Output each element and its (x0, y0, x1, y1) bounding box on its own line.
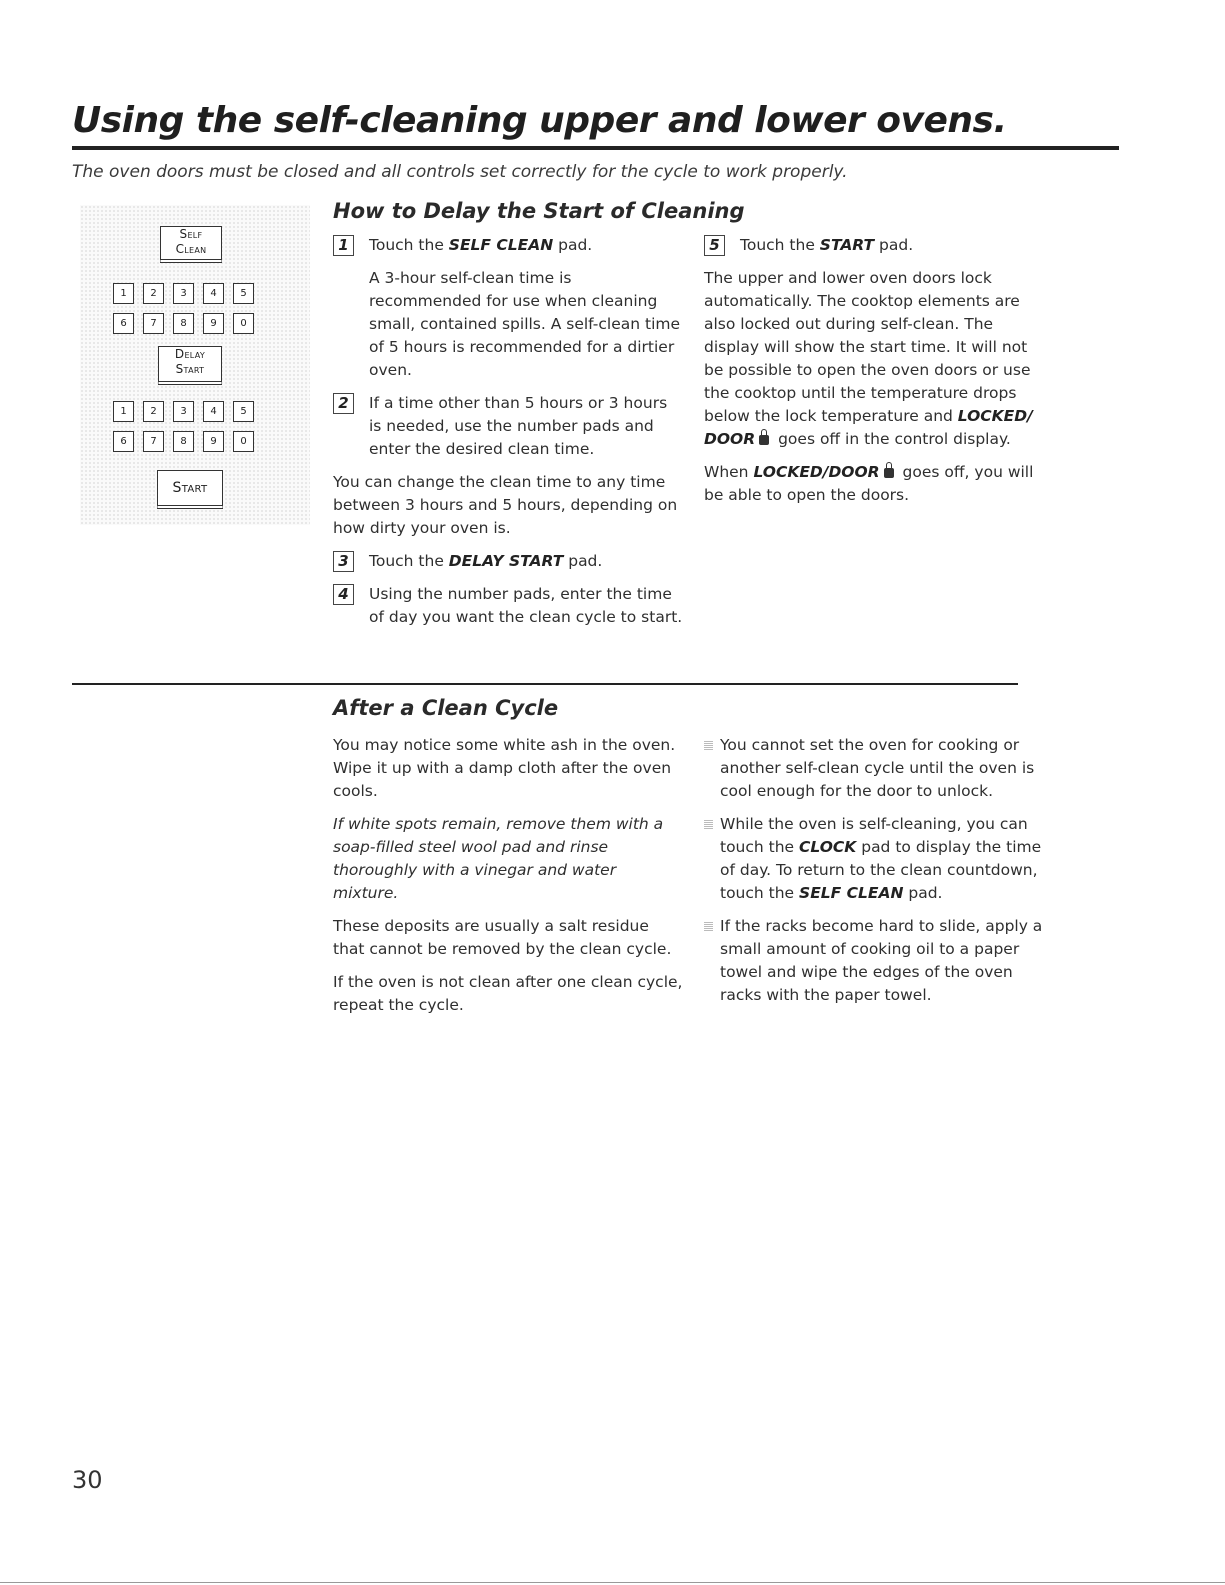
self-clean-key-line1: Self (179, 227, 203, 241)
title-rule (72, 146, 1119, 150)
key-2: 2 (143, 283, 164, 304)
key-2: 2 (143, 401, 164, 422)
keypad-row-upper-b (113, 313, 254, 334)
door-lock-paragraph (704, 267, 1049, 451)
step-4 (333, 583, 683, 629)
delay-column-right (704, 234, 1049, 517)
step-number-3: 3 (333, 551, 354, 572)
after-column-right (704, 734, 1049, 1017)
step-1-text (369, 234, 683, 257)
step-3-post: pad. (563, 552, 603, 570)
start-key-label: Start (172, 480, 208, 496)
step-number-5: 5 (704, 235, 725, 256)
key-9: 9 (203, 313, 224, 334)
delay-start-pad-label: DELAY START (448, 552, 564, 570)
self-clean-key (160, 226, 222, 263)
page-subtitle: The oven doors must be closed and all controls set correctly for the cycle to work properly. (72, 162, 848, 182)
step-3-pre: Touch the (369, 552, 449, 570)
step-1-post: pad. (553, 236, 593, 254)
step-number-4: 4 (333, 584, 354, 605)
after-bullet-2-post: pad. (903, 884, 943, 902)
key-3: 3 (173, 401, 194, 422)
step-1 (333, 234, 683, 257)
door-lock-pre: The upper and lower oven doors lock automatically. The cooktop elements are also locked out during self-clean. The display will show the start time. It will not be possible to open the oven doors or use the cooktop until the temperature drops below the lock temperature and (704, 269, 1031, 425)
step-1-note: A 3-hour self-clean time is recommended for use when cleaning small, contained spills. A self-clean time of 5 hours is recommended for a dirtier oven. (369, 269, 681, 379)
step-3-text (369, 550, 683, 573)
clock-pad-label: CLOCK (799, 838, 857, 856)
key-8: 8 (173, 431, 194, 452)
step-4-text: Using the number pads, enter the time of day you want the clean cycle to start. (369, 585, 683, 626)
doors-open-pre: When (704, 463, 754, 481)
self-clean-pad-label: SELF CLEAN (448, 236, 554, 254)
after-column-left (333, 734, 683, 1027)
delay-start-key (158, 346, 222, 385)
keypad-row-upper-a (113, 283, 254, 304)
step-3 (333, 550, 683, 573)
key-1: 1 (113, 283, 134, 304)
start-key (157, 470, 223, 509)
after-bullet-3-text: If the racks become hard to slide, apply a small amount of cooking oil to a paper towel and wipe the edges of the oven racks with the paper towel. (720, 917, 1043, 1004)
delay-start-key-line1: Delay (174, 347, 206, 361)
after-paragraph-1: You may notice some white ash in the oven. Wipe it up with a damp cloth after the oven cools. (333, 736, 676, 800)
key-7: 7 (143, 313, 164, 334)
key-9: 9 (203, 431, 224, 452)
step-1-pre: Touch the (369, 236, 449, 254)
change-time-note: You can change the clean time to any time between 3 hours and 5 hours, depending on how dirty your oven is. (333, 473, 678, 537)
after-bullet-1 (704, 734, 1049, 803)
keypad-row-lower-b (113, 431, 254, 452)
step-2 (333, 392, 683, 461)
page-number: 30 (72, 1466, 103, 1494)
bullet-icon (704, 820, 713, 829)
page-title: Using the self-cleaning upper and lower ovens. (72, 100, 1007, 141)
key-5: 5 (233, 283, 254, 304)
after-bullet-3 (704, 915, 1049, 1007)
key-6: 6 (113, 313, 134, 334)
delay-column-left (333, 234, 683, 639)
key-6: 6 (113, 431, 134, 452)
section-divider (72, 683, 1018, 685)
delay-start-key-line2: Start (175, 362, 205, 376)
after-paragraph-4: If the oven is not clean after one clean cycle, repeat the cycle. (333, 973, 683, 1014)
delay-heading: How to Delay the Start of Cleaning (333, 199, 745, 223)
self-clean-key-line2: Clean (175, 242, 207, 256)
locked-door-label: LOCKED/ DOOR (704, 407, 1033, 448)
key-1: 1 (113, 401, 134, 422)
door-lock-post: goes off in the control display. (773, 430, 1011, 448)
self-clean-pad-label-2: SELF CLEAN (799, 884, 904, 902)
after-heading: After a Clean Cycle (333, 696, 559, 720)
step-5 (704, 234, 1049, 257)
lock-icon (884, 468, 894, 478)
key-7: 7 (143, 431, 164, 452)
after-bullet-2-mid: pad to display the time of day. To return to the clean countdown, touch the (720, 838, 1042, 902)
keypad-row-lower-a (113, 401, 254, 422)
step-number-1: 1 (333, 235, 354, 256)
after-bullet-1-text: You cannot set the oven for cooking or another self-clean cycle until the oven is cool enough for the door to unlock. (720, 736, 1035, 800)
key-4: 4 (203, 401, 224, 422)
key-5: 5 (233, 401, 254, 422)
after-bullet-2-text (720, 813, 1049, 905)
key-0: 0 (233, 313, 254, 334)
doors-open-post: goes off, you will be able to open the doors. (704, 463, 1034, 504)
step-5-post: pad. (874, 236, 914, 254)
locked-door-label-2: LOCKED/DOOR (753, 463, 880, 481)
key-3: 3 (173, 283, 194, 304)
start-pad-label: START (819, 236, 875, 254)
key-4: 4 (203, 283, 224, 304)
key-8: 8 (173, 313, 194, 334)
key-0: 0 (233, 431, 254, 452)
step-number-2: 2 (333, 393, 354, 414)
after-bullet-2-pre: While the oven is self-cleaning, you can touch the (720, 815, 1028, 856)
after-paragraph-3: These deposits are usually a salt residue that cannot be removed by the clean cycle. (333, 917, 672, 958)
bullet-icon (704, 741, 713, 750)
step-5-pre: Touch the (740, 236, 820, 254)
step-2-text: If a time other than 5 hours or 3 hours is needed, use the number pads and enter the desired clean time. (369, 394, 668, 458)
after-bullet-2 (704, 813, 1049, 905)
bottom-rule (0, 1582, 1225, 1583)
lock-icon (759, 435, 769, 445)
doors-open-paragraph (704, 461, 1049, 507)
bullet-icon (704, 922, 713, 931)
step-5-text (740, 234, 1049, 257)
after-paragraph-2: If white spots remain, remove them with a soap-filled steel wool pad and rinse thoroughly with a vinegar and water mixture. (333, 815, 664, 902)
